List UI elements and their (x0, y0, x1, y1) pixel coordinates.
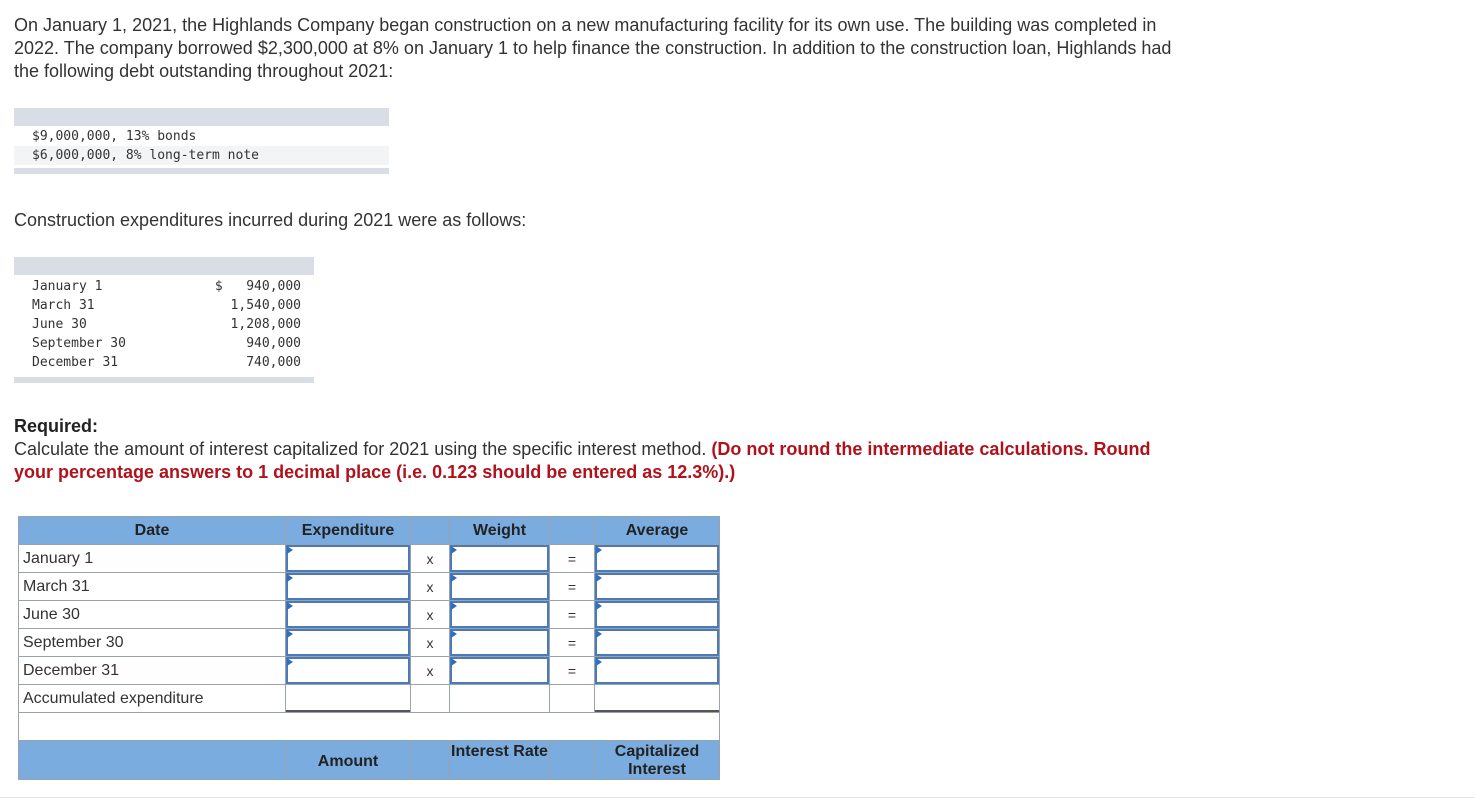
header-amount: Amount (286, 741, 411, 780)
expenditure-input[interactable] (286, 573, 410, 600)
second-header-row (19, 741, 720, 780)
header-spacer (411, 517, 450, 545)
header-spacer (550, 517, 595, 545)
debt-list-footer (14, 168, 389, 174)
table-row (19, 629, 720, 657)
weight-input[interactable] (450, 545, 549, 572)
expenditure-list (14, 257, 314, 383)
header-blank (19, 741, 286, 780)
debt-list (14, 108, 389, 174)
debt-item: $9,000,000, 13% bonds (32, 129, 197, 144)
input-marker-icon (451, 602, 457, 610)
input-marker-icon (596, 574, 602, 582)
average-input[interactable] (595, 657, 719, 684)
times-sign: x (411, 601, 450, 629)
input-marker-icon (596, 602, 602, 610)
times-sign: x (411, 629, 450, 657)
weight-input[interactable] (450, 629, 549, 656)
header-weight: Weight (450, 517, 550, 545)
times-sign: x (411, 573, 450, 601)
weight-input[interactable] (450, 657, 549, 684)
header-interest-rate: Interest Rate (450, 741, 550, 780)
average-input[interactable] (595, 545, 719, 572)
expenditure-input[interactable] (286, 629, 410, 656)
input-marker-icon (596, 658, 602, 666)
header-date: Date (19, 517, 286, 545)
average-input[interactable] (595, 601, 719, 628)
row-date: January 1 (19, 545, 286, 573)
construction-text: Construction expenditures incurred during 2021 were as follows: (14, 210, 527, 230)
expenditure-list-header (14, 257, 314, 275)
accumulated-expenditure-input[interactable] (286, 685, 410, 712)
input-marker-icon (451, 574, 457, 582)
debt-list-header (14, 108, 389, 126)
input-marker-icon (287, 602, 293, 610)
debt-item: $6,000,000, 8% long-term note (14, 146, 389, 165)
intro-paragraph: On January 1, 2021, the Highlands Company began construction on a new manufacturing facility for its own use. The building was completed in 2022. The company borrowed $2,300,000 at 8% on January 1 to help finance the construction. In addition to the construction loan, Highlands had the following debt outstanding throughout 2021: (14, 15, 1172, 81)
expenditure-item: December 31 740,000 (32, 355, 301, 370)
input-marker-icon (287, 658, 293, 666)
row-date: December 31 (19, 657, 286, 685)
input-marker-icon (287, 546, 293, 554)
input-marker-icon (287, 630, 293, 638)
expenditure-item: January 1 $ 940,000 (32, 279, 301, 294)
input-marker-icon (287, 574, 293, 582)
average-input[interactable] (595, 573, 719, 600)
input-marker-icon (451, 546, 457, 554)
input-marker-icon (596, 630, 602, 638)
equals-sign: = (550, 601, 595, 629)
required-heading: Required: (14, 416, 99, 436)
required-section (14, 415, 1174, 484)
required-text: Calculate the amount of interest capitalized for 2021 using the specific interest method. (14, 439, 707, 459)
accumulated-average-input[interactable] (595, 685, 719, 712)
header-capitalized-interest: Capitalized Interest (595, 741, 720, 780)
table-row (19, 545, 720, 573)
input-marker-icon (451, 630, 457, 638)
expenditure-item: June 30 1,208,000 (32, 317, 301, 332)
row-date: March 31 (19, 573, 286, 601)
page-divider (0, 797, 1475, 798)
accumulated-row (19, 685, 720, 713)
weighted-average-table (18, 516, 720, 780)
times-sign: x (411, 657, 450, 685)
spacer-row (19, 713, 720, 741)
header-expenditure: Expenditure (286, 517, 411, 545)
header-spacer (411, 741, 450, 780)
equals-sign: = (550, 657, 595, 685)
input-marker-icon (596, 546, 602, 554)
expenditure-list-footer (14, 377, 314, 383)
expenditure-input[interactable] (286, 657, 410, 684)
input-marker-icon (451, 658, 457, 666)
expenditure-item: September 30 940,000 (32, 336, 301, 351)
header-average: Average (595, 517, 720, 545)
expenditure-item: March 31 1,540,000 (32, 298, 301, 313)
average-input[interactable] (595, 629, 719, 656)
expenditure-input[interactable] (286, 545, 410, 572)
accumulated-label: Accumulated expenditure (19, 685, 286, 713)
row-date: September 30 (19, 629, 286, 657)
table-row (19, 573, 720, 601)
row-date: June 30 (19, 601, 286, 629)
weight-input[interactable] (450, 601, 549, 628)
table-row (19, 657, 720, 685)
weight-input[interactable] (450, 573, 549, 600)
equals-sign: = (550, 573, 595, 601)
expenditure-input[interactable] (286, 601, 410, 628)
times-sign: x (411, 545, 450, 573)
equals-sign: = (550, 545, 595, 573)
rounding-instruction: (Do not round the intermediate calculations. Round your percentage answers to 1 decimal place (i.e. 0.123 should be entered as 12.3%).) (14, 439, 1151, 482)
table-row (19, 601, 720, 629)
equals-sign: = (550, 629, 595, 657)
header-spacer (550, 741, 595, 780)
